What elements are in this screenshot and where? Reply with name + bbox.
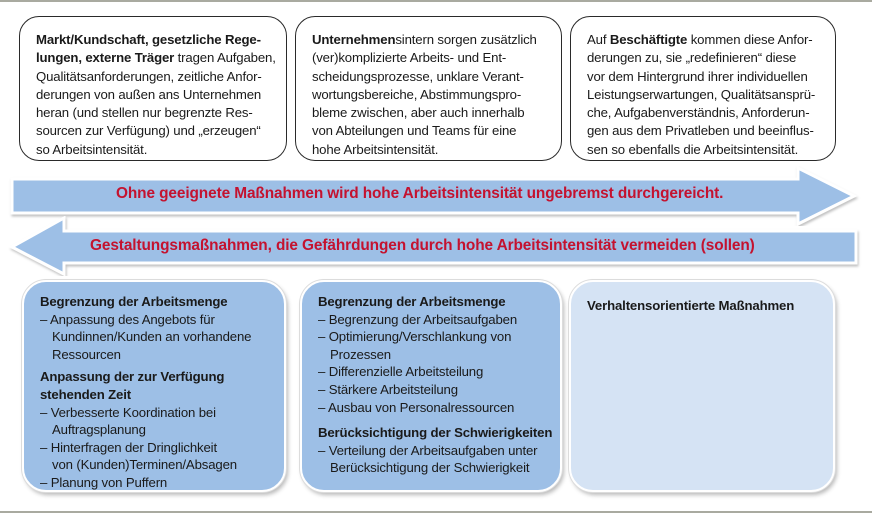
list-item-cont: Ressourcen: [52, 346, 121, 362]
list-item: – Stärkere Arbeitsteilung: [318, 381, 458, 397]
list-item: – Ausbau von Personalressourcen: [318, 399, 515, 415]
text-line: so Arbeitsintensität.: [36, 141, 148, 157]
text-line: wortungsbereiche, Abstimmungspro-: [312, 86, 522, 102]
text-line: sen so ebenfalls die Arbeitsintensität.: [587, 141, 799, 157]
box-markt-kundschaft: [19, 16, 287, 161]
list-item: – Optimierung/Verschlankung von: [318, 329, 512, 345]
section-heading: Begrenzung der Arbeitsmenge: [40, 294, 228, 309]
box-measures-time: [22, 280, 286, 492]
section-heading: Verhaltensorientierte Maßnahmen: [587, 298, 795, 313]
text-line: bleme zwischen, aber auch innerhalb: [312, 105, 525, 121]
list-item-cont: Kundinnen/Kunden an vorhandene: [52, 329, 252, 345]
text-line: derungen zu, sie „redefinieren“ diese: [587, 50, 797, 66]
text-line: sourcen zur Verfügung) und „erzeugen“: [36, 123, 261, 139]
list-item: – Anpassung des Angebots für: [40, 311, 215, 327]
text-line: che, Aufgabenverständnis, Anforderun-: [587, 105, 810, 121]
text-line: Leistungserwartungen, Qualitätsansprü-: [587, 86, 816, 102]
list-item: – Hinterfragen der Dringlichkeit: [40, 439, 217, 455]
list-item: – Begrenzung der Arbeitsaufgaben: [318, 311, 518, 327]
text-line: Markt/Kundschaft, gesetzliche Rege-: [36, 32, 261, 47]
text-line: Auf Beschäftigte kommen diese Anfor-: [587, 32, 813, 47]
text-line: gen aus dem Privatleben und beeinflus-: [587, 123, 814, 139]
list-item-cont: Prozessen: [330, 346, 391, 362]
arrow-left-label: Gestaltungsmaßnahmen, die Gefährdungen durch hohe Arbeitsintensität vermeiden (sollen): [90, 237, 755, 254]
box-measures-workload: [300, 280, 562, 492]
box-unternehmen: [295, 16, 562, 161]
text-line: Unternehmensintern sorgen zusätzlich: [312, 32, 537, 47]
list-item-cont: Auftragsplanung: [52, 422, 146, 438]
section-heading-cont: stehenden Zeit: [40, 386, 131, 402]
text-line: scheidungsprozesse, unklare Verant-: [312, 68, 524, 84]
text-line: derungen von außen ans Unternehmen: [36, 86, 262, 102]
list-item: – Differenzielle Arbeitsteilung: [318, 364, 484, 380]
box-measures-behavior: [569, 280, 835, 492]
text-line: lungen, externe Träger tragen Aufgaben,: [36, 50, 276, 66]
text-line: (ver)komplizierte Arbeits- und Ent-: [312, 50, 507, 66]
list-item-cont: Berücksichtigung der Schwierigkeit: [330, 460, 530, 476]
arrow-right-label: Ohne geeignete Maßnahmen wird hohe Arbeitsintensität ungebremst durchgereicht.: [116, 185, 724, 202]
section-heading: Anpassung der zur Verfügung: [40, 369, 225, 385]
section-heading: Begrenzung der Arbeitsmenge: [318, 294, 506, 309]
list-item: – Planung von Puffern: [40, 474, 168, 490]
section-heading: Berücksichtigung der Schwierigkeiten: [318, 425, 553, 441]
text-line: heran (und stellen nur begrenzte Res-: [36, 105, 253, 121]
box-beschaeftigte: [570, 16, 836, 161]
text-line: vor dem Hintergrund ihrer individuellen: [587, 68, 808, 84]
arrow-left: [8, 216, 864, 276]
text-line: Qualitätsanforderungen, zeitliche Anfor-: [36, 68, 262, 84]
list-item: – Verteilung der Arbeitsaufgaben unter: [318, 442, 538, 458]
top-rule: [0, 0, 872, 2]
text-line: hohe Arbeitsintensität.: [312, 141, 439, 157]
list-item-cont: von (Kunden)Terminen/Absagen: [52, 457, 237, 473]
text-line: von Abteilungen und Teams für eine: [312, 123, 517, 139]
list-item: – Verbesserte Koordination bei: [40, 404, 216, 420]
